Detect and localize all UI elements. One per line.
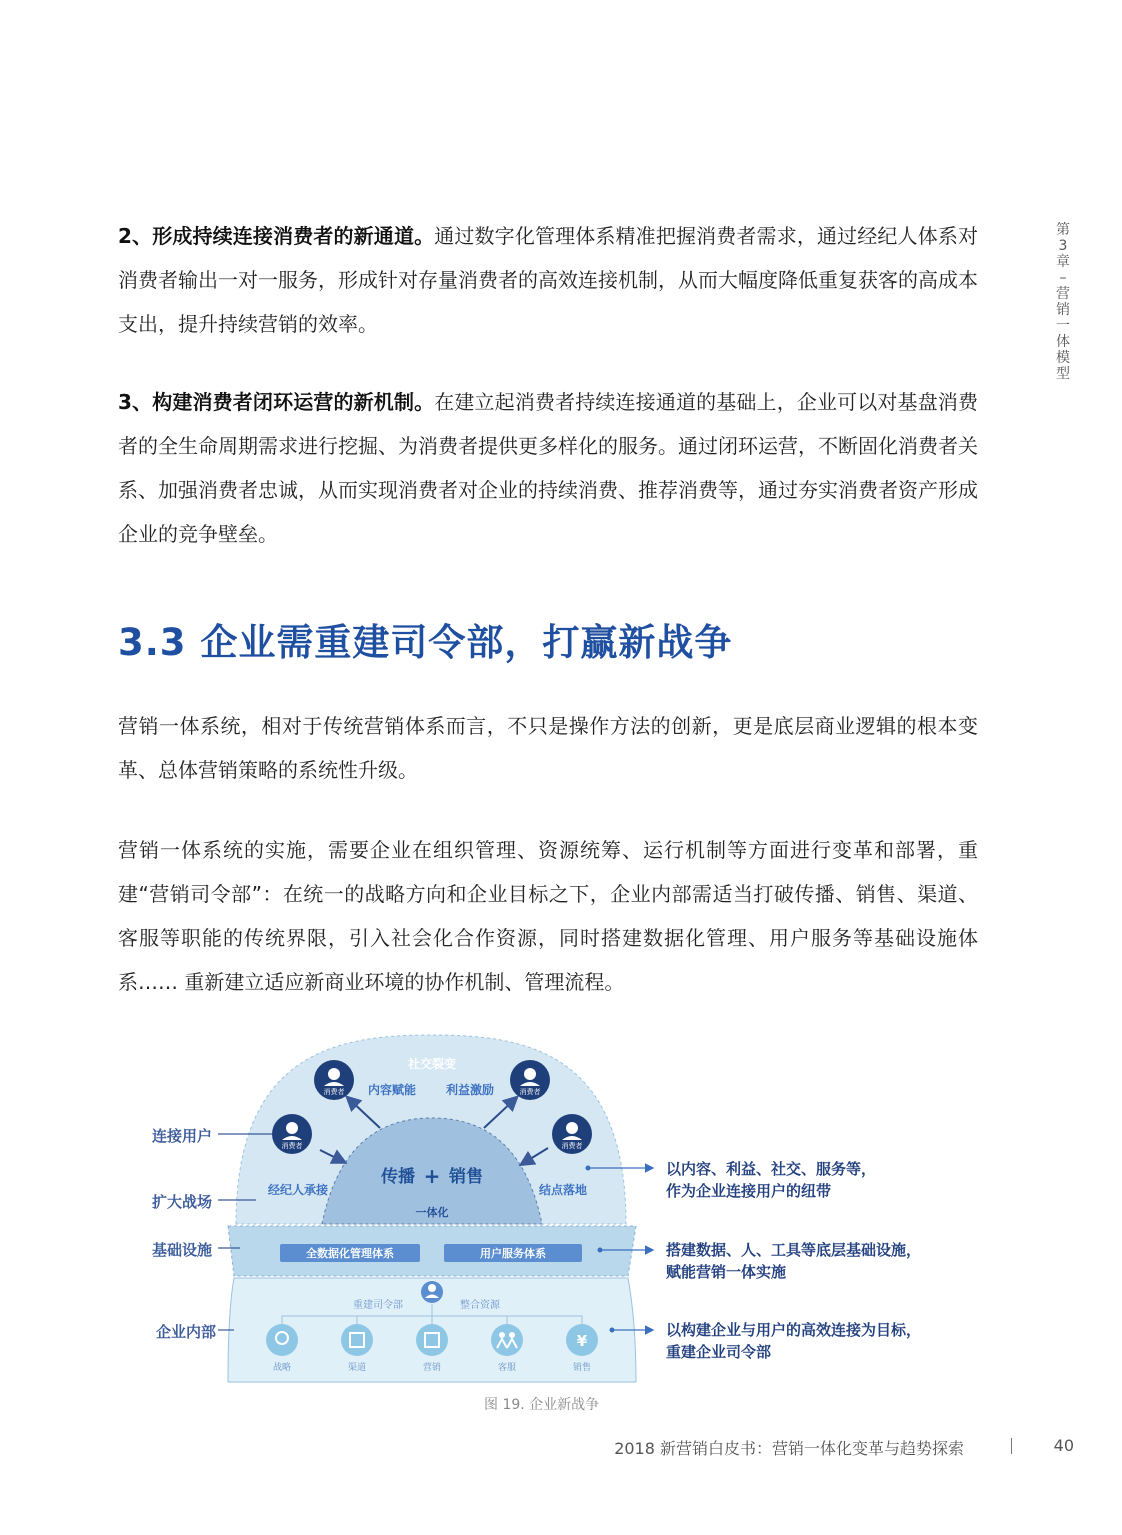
user-service-label: 用户服务体系 — [480, 1247, 546, 1260]
sidebar-char: 一 — [1056, 318, 1070, 334]
rebuild-label: 重建司令部 — [353, 1300, 403, 1311]
sidebar-char: 模 — [1056, 350, 1070, 366]
integrate-label: 整合资源 — [460, 1300, 500, 1311]
right-note-3 — [666, 1319, 921, 1363]
right-note-3-line1: 以构建企业与用户的高效连接为目标， — [666, 1321, 922, 1339]
paragraph-3-lead: 3、构建消费者闭环运营的新机制。 — [118, 390, 435, 414]
svg-text:渠道: 渠道 — [347, 1363, 367, 1373]
sidebar-char: 体 — [1056, 334, 1070, 350]
sidebar-char: 销 — [1056, 302, 1070, 318]
label-connect-users: 连接用户 — [152, 1127, 213, 1145]
right-note-1-line2: 作为企业连接用户的纽带 — [666, 1182, 832, 1200]
paragraph-3-body: 在建立起消费者持续连接通道的基础上，企业可以对基盘消费者的全生命周期需求进行挖掘、为消费者提供更多样化的服务。通过闭环运营，不断固化消费者关系、加强消费者忠诚，从而实现消费者对企业的持续消费、推荐消费等，通过夯实消费者资产形成企业的竞争壁垒。 — [118, 390, 978, 546]
integrated-label: 一体化 — [415, 1206, 449, 1219]
label-expand-battlefield: 扩大战场 — [152, 1193, 213, 1211]
svg-text:营销: 营销 — [422, 1363, 442, 1373]
right-note-3-line2: 重建企业司令部 — [666, 1343, 772, 1361]
right-note-2-line2: 赋能营销一体实施 — [666, 1263, 787, 1281]
sidebar-char: 第 — [1056, 222, 1070, 238]
paragraph-4: 营销一体系统，相对于传统营销体系而言，不只是操作方法的创新，更是底层商业逻辑的根本变革、总体营销策略的系统性升级。 — [118, 714, 978, 782]
svg-text:消费者: 消费者 — [323, 1088, 345, 1096]
right-note-1 — [666, 1158, 876, 1202]
paragraph-2 — [118, 214, 978, 346]
paragraph-2-body: 通过数字化管理体系精准把握消费者需求，通过经纪人体系对消费者输出一对一服务，形成针对存量消费者的高效连接机制，从而大幅度降低重复获客的高成本支出，提升持续营销的效率。 — [118, 224, 978, 336]
consumer-icon — [552, 1114, 592, 1154]
consumer-icon — [314, 1060, 354, 1100]
footer-divider — [1011, 1438, 1012, 1454]
paragraph-2-lead: 2、形成持续连接消费者的新通道。 — [118, 224, 435, 248]
agent-label: 经纪人承接 — [267, 1183, 329, 1197]
sidebar-char: 型 — [1056, 366, 1070, 382]
svg-text:客服: 客服 — [497, 1363, 517, 1373]
svg-text:销售: 销售 — [572, 1363, 592, 1373]
svg-text:¥: ¥ — [576, 1332, 588, 1350]
sidebar-char: 3 — [1058, 238, 1068, 254]
sidebar-char: 营 — [1056, 286, 1070, 302]
right-note-2-line1: 搭建数据、人、工具等底层基础设施， — [666, 1241, 922, 1259]
content-label: 内容赋能 — [367, 1083, 417, 1097]
data-mgmt-label: 全数据化管理体系 — [306, 1247, 394, 1260]
label-infrastructure: 基础设施 — [152, 1241, 213, 1259]
social-label: 社交裂变 — [407, 1057, 457, 1071]
landing-label: 结点落地 — [538, 1183, 588, 1197]
section-heading: 3.3 企业需重建司令部，打赢新战争 — [118, 621, 733, 664]
center-right: 销售 — [449, 1167, 483, 1187]
consumer-icon — [510, 1060, 550, 1100]
center-left: 传播 — [381, 1167, 415, 1187]
label-internal: 企业内部 — [156, 1323, 217, 1341]
svg-text:战略: 战略 — [272, 1363, 292, 1373]
sidebar-char: 章 — [1056, 254, 1070, 270]
svg-text:消费者: 消费者 — [561, 1142, 583, 1150]
sidebar-char: – — [1059, 270, 1067, 286]
footer-title: 2018 新营销白皮书：营销一体化变革与趋势探索 — [614, 1439, 964, 1458]
paragraph-3 — [118, 380, 978, 556]
right-note-2 — [666, 1239, 921, 1283]
consumer-icon — [272, 1114, 312, 1154]
figure-diagram — [0, 1020, 1122, 1390]
svg-text:消费者: 消费者 — [519, 1088, 541, 1096]
figure-caption: 图 19. 企业新战争 — [484, 1397, 600, 1413]
person-icon — [421, 1281, 443, 1303]
svg-text:消费者: 消费者 — [281, 1142, 303, 1150]
chapter-sidebar — [1052, 222, 1074, 382]
benefit-label: 利益激励 — [445, 1083, 495, 1097]
center-plus: + — [423, 1164, 441, 1188]
paragraph-5: 营销一体系统的实施，需要企业在组织管理、资源统筹、运行机制等方面进行变革和部署，重建“营销司令部”：在统一的战略方向和企业目标之下，企业内部需适当打破传播、销售、渠道、客服等职能的传统界限，引入社会化合作资源，同时搭建数据化管理、用户服务等基础设施体系…… 重新建立适应新商业环境的协作机制、管理流程。 — [118, 838, 978, 994]
right-note-1-line1: 以内容、利益、社交、服务等， — [666, 1160, 877, 1178]
page-number: 40 — [1053, 1436, 1074, 1455]
